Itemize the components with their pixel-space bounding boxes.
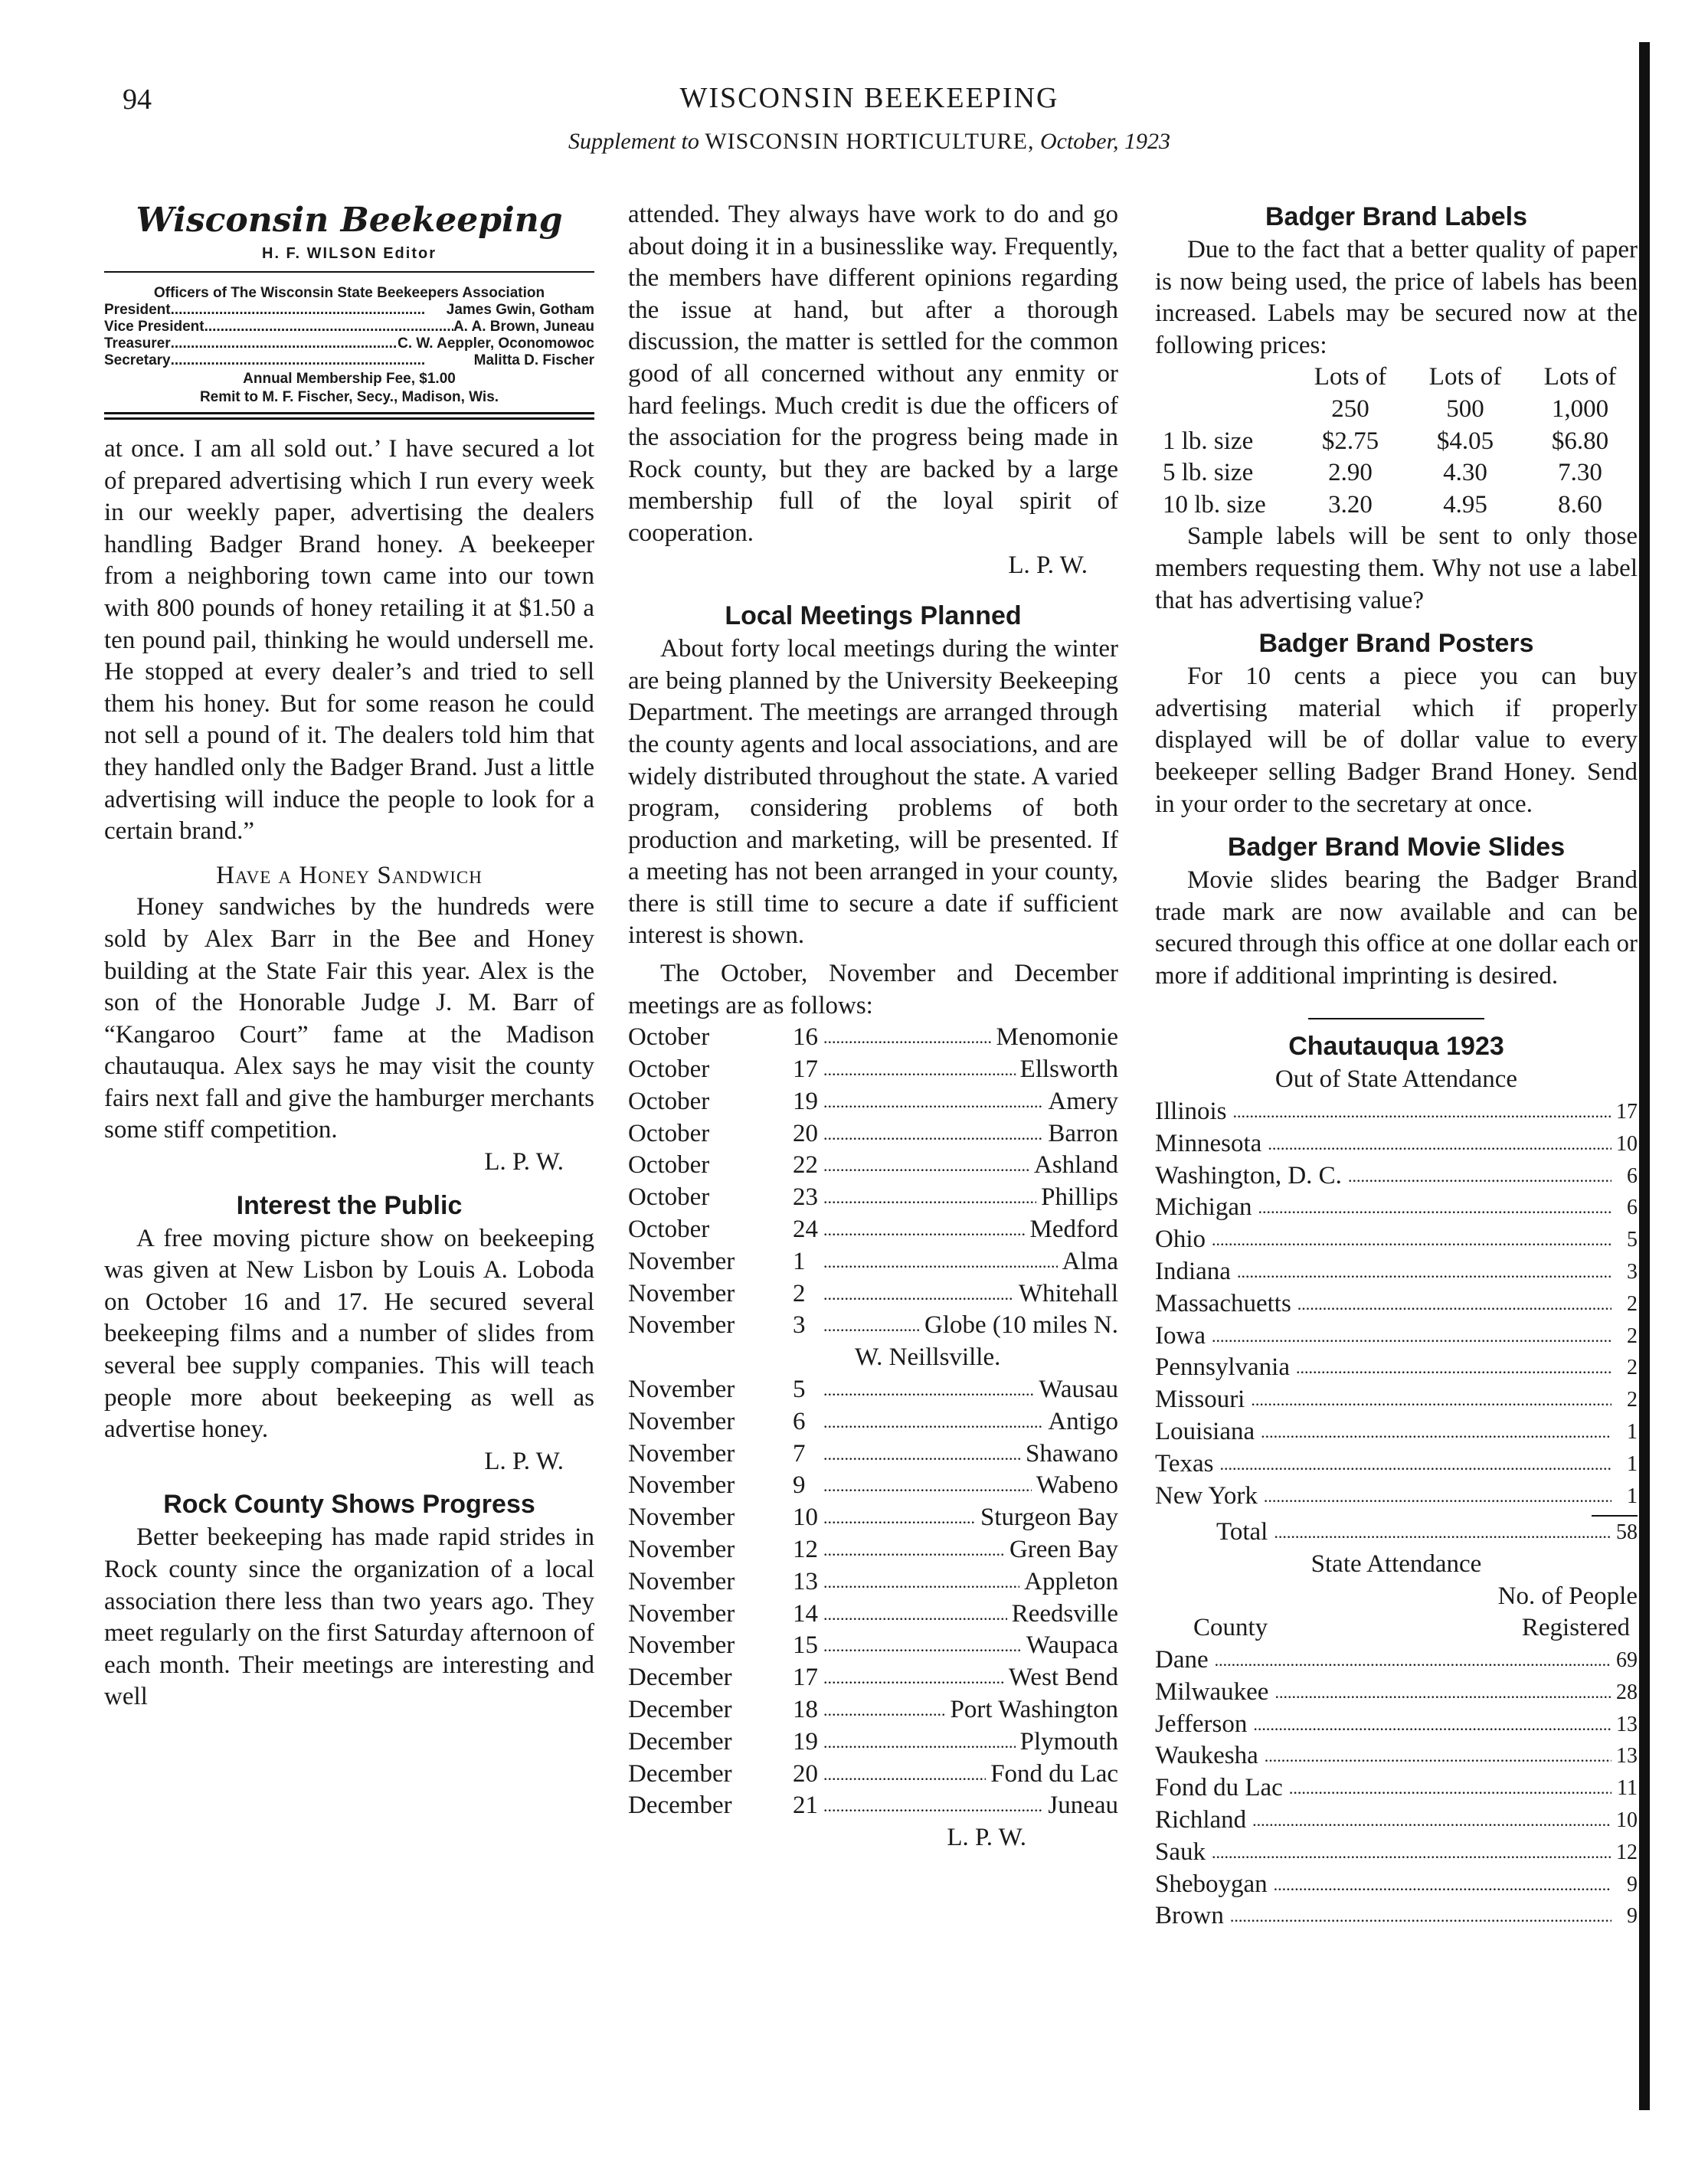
- masthead-title: Wisconsin Beekeeping: [136, 201, 563, 240]
- supplement-date: October, 1923: [1039, 129, 1170, 154]
- meeting-row: November 3 ..... Globe (10 miles N.: [628, 1310, 1118, 1342]
- masthead: [104, 199, 594, 273]
- attendance-row: Dane ..... 69: [1155, 1644, 1638, 1677]
- price-row: 10 lb. size 3.20 4.95 8.60: [1163, 490, 1602, 519]
- meeting-row: November 6 ..... Antigo: [628, 1406, 1118, 1438]
- supplement-line: [107, 129, 1631, 155]
- column-label: No. of People: [1497, 1582, 1638, 1610]
- leader-dots: [171, 335, 398, 352]
- meeting-row: November 14 ..... Reedsville: [628, 1599, 1118, 1631]
- remit-line: Remit to M. F. Fischer, Secy., Madison, Wis.: [199, 389, 499, 405]
- officers-heading: Officers of The Wisconsin State Beekeepers Association: [153, 285, 545, 301]
- subheading: Out of State Attendance: [1274, 1065, 1518, 1094]
- attendance-row: Michigan ..... 6: [1155, 1192, 1638, 1224]
- meeting-schedule: [628, 1022, 1118, 1822]
- column-labels: [1155, 1612, 1638, 1644]
- column-2: [628, 199, 1118, 1854]
- meeting-row: November 12 ..... Green Bay: [628, 1534, 1118, 1566]
- meeting-row: December 17 ..... West Bend: [628, 1662, 1118, 1694]
- county-label: County: [1193, 1614, 1268, 1642]
- officer-name: James Gwin, Gotham: [446, 302, 594, 318]
- officer-name: A. A. Brown, Juneau: [453, 319, 594, 335]
- officer-name: Malitta D. Fischer: [473, 352, 594, 368]
- attendance-row: Washington, D. C. ..... 6: [1155, 1160, 1638, 1193]
- article-heading: Local Meetings Planned: [725, 601, 1022, 631]
- attendance-row: Jefferson ..... 13: [1155, 1709, 1638, 1741]
- attendance-row: Indiana ..... 3: [1155, 1256, 1638, 1288]
- attendance-row: Massachuetts ..... 2: [1155, 1288, 1638, 1320]
- body-paragraph: at once. I am all sold out.’ I have secured a lot of prepared advertising which I run every week in our weekly paper, advertising the dealers handling Badger Brand honey. A beekeeper from a neighboring town came into our town with 800 pounds of honey retailing it at $1.50 a ten pound pail, thinking he would undersell me. He stopped at every dealer’s and tried to sell them his honey. But for some reason he could not sell a pound of it. The dealers told him that they handled only the Badger Brand. Just a little advertising will induce the people to look for a certain brand.”: [104, 435, 594, 846]
- meeting-row: December 18 ..... Port Washington: [628, 1694, 1118, 1726]
- column-1: [104, 199, 594, 1713]
- meeting-row: November 5 ..... Wausau: [628, 1374, 1118, 1406]
- supplement-prefix: Supplement to: [568, 129, 699, 154]
- out-of-state-list: [1155, 1096, 1638, 1512]
- meeting-row: October 20 ..... Barron: [628, 1118, 1118, 1150]
- attendance-row: Sheboygan ..... 9: [1155, 1869, 1638, 1901]
- body-paragraph: For 10 cents a piece you can buy advertising material which if properly displayed will be of dollar value to every beekeeper selling Badger Brand Honey. Send in your order to the secretary at once.: [1155, 663, 1638, 818]
- price-row: 5 lb. size 2.90 4.30 7.30: [1163, 459, 1602, 487]
- meeting-row: November 2 ..... Whitehall: [628, 1278, 1118, 1311]
- body-paragraph: Better beekeeping has made rapid strides in Rock county since the organization of a local association there less than two years ago. They meet regularly on the first Saturday afternoon of each month. Their meetings are interesting and well: [104, 1523, 594, 1711]
- meeting-row: October 16 ..... Menomonie: [628, 1022, 1118, 1054]
- meeting-row-continued: W. Neillsville.: [855, 1343, 1001, 1372]
- meeting-row: November 1 ..... Alma: [628, 1246, 1118, 1278]
- masthead-editor: H. F. WILSON Editor: [262, 245, 437, 262]
- meeting-row: November 7 ..... Shawano: [628, 1438, 1118, 1471]
- leader-dots: [171, 352, 474, 369]
- meeting-row: October 17 ..... Ellsworth: [628, 1054, 1118, 1086]
- meeting-row: November 15 ..... Waupaca: [628, 1630, 1118, 1662]
- officer-role: President: [104, 302, 171, 318]
- meeting-row: October 23 ..... Phillips: [628, 1182, 1118, 1214]
- attendance-row: Milwaukee ..... 28: [1155, 1677, 1638, 1709]
- attendance-row: Sauk ..... 12: [1155, 1837, 1638, 1869]
- price-table-header: [1155, 362, 1638, 425]
- running-head: [107, 77, 1631, 123]
- registered-label: Registered: [1521, 1614, 1630, 1642]
- attendance-row: Missouri ..... 2: [1155, 1384, 1638, 1416]
- page-edge-rule: [1639, 42, 1650, 2110]
- officer-role: Treasurer: [104, 335, 171, 352]
- leader-dots: [205, 319, 453, 335]
- officer-row: [104, 319, 594, 335]
- officer-row: [104, 352, 594, 369]
- article-heading: Badger Brand Movie Slides: [1227, 833, 1566, 862]
- author-signature: L. P. W.: [484, 1447, 564, 1475]
- page-number: 94: [123, 83, 152, 116]
- author-signature: L. P. W.: [484, 1148, 564, 1176]
- masthead-rule: [104, 412, 594, 420]
- meeting-row: November 9 ..... Wabeno: [628, 1470, 1118, 1502]
- membership-fee: Annual Membership Fee, $1.00: [243, 371, 456, 387]
- attendance-row: Iowa ..... 2: [1155, 1320, 1638, 1353]
- attendance-row: Waukesha ..... 13: [1155, 1740, 1638, 1772]
- leader-dots: [171, 302, 447, 319]
- meeting-row: November 13 ..... Appleton: [628, 1566, 1118, 1599]
- price-column-head: Lots of 1,000: [1543, 363, 1617, 423]
- officer-role: Secretary: [104, 352, 171, 368]
- attendance-row: New York ..... 1: [1155, 1481, 1638, 1513]
- meeting-row: December 21 ..... Juneau: [628, 1790, 1118, 1822]
- column-3: [1155, 199, 1638, 1932]
- author-signature: L. P. W.: [1008, 551, 1088, 579]
- attendance-row: Louisiana ..... 1: [1155, 1416, 1638, 1448]
- article-heading: Interest the Public: [236, 1190, 463, 1220]
- meeting-row: November 10 ..... Sturgeon Bay: [628, 1502, 1118, 1534]
- officer-row: [104, 302, 594, 319]
- meeting-row: October 22 ..... Ashland: [628, 1150, 1118, 1182]
- meeting-row: October 24 ..... Medford: [628, 1214, 1118, 1246]
- body-paragraph: Movie slides bearing the Badger Brand trade mark are now available and can be secured through this office at one dollar each or more if additional imprinting is desired.: [1155, 866, 1638, 990]
- article-heading: Badger Brand Labels: [1265, 202, 1527, 231]
- supplement-title: WISCONSIN HORTICULTURE,: [705, 129, 1035, 154]
- officer-row: [104, 335, 594, 352]
- attendance-row: Texas ..... 1: [1155, 1448, 1638, 1481]
- state-attendance-list: [1155, 1644, 1638, 1932]
- article-heading: Chautauqua 1923: [1288, 1032, 1504, 1062]
- body-paragraph: Sample labels will be sent to only those members requesting them. Why not use a label that has advertising value?: [1155, 522, 1638, 614]
- price-column-head: Lots of 250: [1314, 363, 1387, 423]
- attendance-row: Brown ..... 9: [1155, 1900, 1638, 1932]
- article-heading: Have a Honey Sandwich: [216, 861, 483, 889]
- body-paragraph: Honey sandwiches by the hundreds were sold by Alex Barr in the Bee and Honey building at the State Fair this year. Alex is the son of the Honorable Judge J. M. Barr of “Kangaroo Court” fame at the Madison chautauqua. Alex says he may visit the county fairs next fall and give the hamburger merchants some stiff competition.: [104, 893, 594, 1144]
- attendance-row: Richland ..... 10: [1155, 1805, 1638, 1837]
- author-signature: L. P. W.: [947, 1824, 1026, 1852]
- price-row: 1 lb. size $2.75 $4.05 $6.80: [1163, 427, 1609, 455]
- total-row: Total ..... 58: [1155, 1517, 1638, 1549]
- meeting-row: December 20 ..... Fond du Lac: [628, 1759, 1118, 1791]
- body-paragraph: About forty local meetings during the winter are being planned by the University Beekeeping Department. The meetings are arranged through the county agents and local associations, and are widely distributed throughout the state. A varied program, considering problems of both production and marketing, will be presented. If a meeting has not been arranged in your county, there is still time to secure a date if sufficient interest is shown.: [628, 635, 1118, 950]
- officer-role: Vice President: [104, 319, 205, 335]
- attendance-row: Pennsylvania ..... 2: [1155, 1352, 1638, 1384]
- body-paragraph: Due to the fact that a better quality of paper is now being used, the price of labels has been increased. Labels may be secured now at the following prices:: [1155, 236, 1638, 359]
- attendance-row: Fond du Lac ..... 11: [1155, 1772, 1638, 1805]
- meeting-row: October 19 ..... Amery: [628, 1086, 1118, 1118]
- body-paragraph: The October, November and December meetings are as follows:: [628, 960, 1118, 1019]
- attendance-row: Minnesota ..... 10: [1155, 1128, 1638, 1160]
- body-paragraph: attended. They always have work to do and go about doing it in a businesslike way. Frequently, the members have different opinions regarding the issue at hand, but after a thorough discussion, the matter is settled for the common good of all concerned without any enmity or hard feelings. Much credit is due the officers of the association for the progress being made in Rock county, but they are backed by a large membership full of the loyal spirit of cooperation.: [628, 201, 1118, 547]
- journal-title: WISCONSIN BEEKEEPING: [679, 82, 1059, 114]
- attendance-row: Ohio ..... 5: [1155, 1224, 1638, 1256]
- attendance-row: Illinois ..... 17: [1155, 1096, 1638, 1128]
- officer-name: C. W. Aeppler, Oconomowoc: [398, 335, 594, 352]
- section-rule: [1308, 1018, 1484, 1019]
- price-column-head: Lots of 500: [1428, 363, 1502, 423]
- article-heading: Badger Brand Posters: [1258, 629, 1534, 659]
- subheading: State Attendance: [1310, 1550, 1482, 1579]
- officers-box: [104, 276, 594, 406]
- meeting-row: December 19 ..... Plymouth: [628, 1726, 1118, 1759]
- body-paragraph: A free moving picture show on beekeeping was given at New Lisbon by Louis A. Loboda on October 16 and 17. He secured several beekeeping films and a number of slides from several bee supply companies. This will teach people more about beekeeping as well as advertise honey.: [104, 1224, 594, 1444]
- article-heading: Rock County Shows Progress: [163, 1490, 535, 1520]
